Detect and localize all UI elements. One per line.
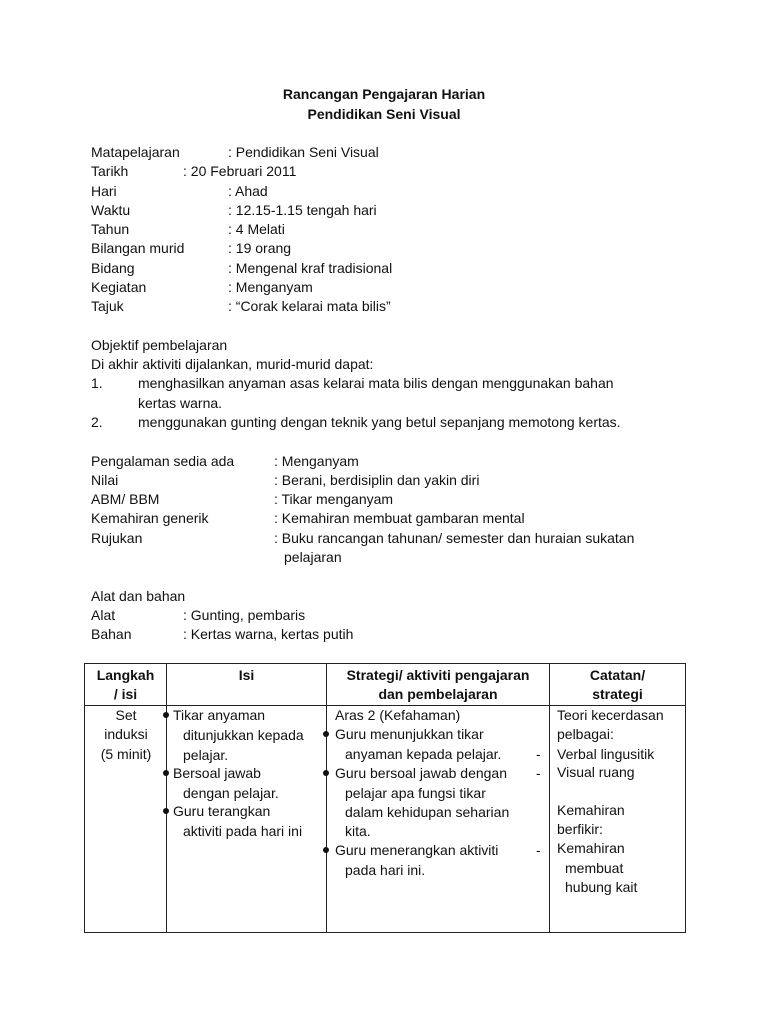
objective-text: kertas warna. <box>138 395 223 411</box>
catatan-text: hubung kait <box>565 878 638 895</box>
info-value: : Mengenal kraf tradisional <box>228 260 393 276</box>
bullet-icon <box>163 770 169 776</box>
materials-value: : Gunting, pembaris <box>183 607 306 623</box>
info-value: : Berani, berdisiplin dan yakin diri <box>274 472 480 488</box>
objective-number: 1. <box>91 375 103 391</box>
cell-catatan <box>550 705 686 932</box>
info-label: Waktu <box>91 202 131 218</box>
info-label: ABM/ BBM <box>91 491 160 507</box>
isi-text: Tikar anyaman <box>173 706 266 723</box>
info-label: Kemahiran generik <box>91 510 209 526</box>
materials-heading: Alat dan bahan <box>91 588 186 604</box>
bullet-icon <box>163 808 169 814</box>
catatan-text: Visual ruang <box>557 763 635 780</box>
catatan-text: berfikir: <box>557 820 603 837</box>
dash-mark: - <box>536 841 541 858</box>
info-value: : 12.15-1.15 tengah hari <box>228 202 377 218</box>
strategi-text: dalam kehidupan seharian <box>345 803 510 820</box>
table-row <box>85 705 686 932</box>
header-text: Strategi/ aktiviti pengajaran <box>346 667 530 683</box>
bullet-icon <box>323 847 329 853</box>
catatan-text: Teori kecerdasan <box>557 706 664 723</box>
info-label: Pengalaman sedia ada <box>91 453 235 469</box>
info-label: Nilai <box>91 472 119 488</box>
objective-intro: Di akhir aktiviti dijalankan, murid-murid dapat: <box>91 356 374 372</box>
info-value: : Pendidikan Seni Visual <box>228 144 379 160</box>
materials-label: Bahan <box>91 626 132 642</box>
strategi-text: anyaman kepada pelajar. <box>345 745 502 762</box>
isi-text: pelajar. <box>183 746 229 763</box>
header-text: strategi <box>592 686 643 703</box>
info-label: Bilangan murid <box>91 240 185 256</box>
bullet-icon <box>323 770 329 776</box>
dash-mark: - <box>536 764 541 781</box>
info-label: Tajuk <box>91 298 124 314</box>
langkah-text: induksi <box>104 725 148 742</box>
info-label: Tarikh <box>91 163 129 179</box>
cell-isi <box>167 705 327 932</box>
catatan-text: Kemahiran <box>557 839 625 856</box>
info-value: : Ahad <box>228 183 268 199</box>
strategi-text: Guru menunjukkan tikar <box>335 725 484 742</box>
header-text: Langkah <box>96 667 155 683</box>
table-header-row <box>85 664 686 706</box>
strategi-text: kita. <box>345 822 371 839</box>
strategi-aras: Aras 2 (Kefahaman) <box>335 706 461 723</box>
cell-strategi <box>327 705 550 932</box>
strategi-text: pelajar apa fungsi tikar <box>345 784 486 801</box>
header-isi <box>167 664 327 706</box>
catatan-text: Verbal lingusitik <box>557 745 655 762</box>
dash-mark: - <box>536 745 541 762</box>
info-label: Matapelajaran <box>91 144 180 160</box>
info-value: : 20 Februari 2011 <box>183 163 297 179</box>
materials-value: : Kertas warna, kertas putih <box>183 626 354 642</box>
lesson-steps-table <box>84 663 686 933</box>
objective-heading: Objektif pembelajaran <box>91 337 228 353</box>
header-catatan <box>550 664 686 706</box>
strategi-text: Guru menerangkan aktiviti <box>335 841 499 858</box>
info-value-continued: pelajaran <box>284 549 342 565</box>
bullet-icon <box>323 731 329 737</box>
objective-text: menggunakan gunting dengan teknik yang betul sepanjang memotong kertas. <box>138 414 621 430</box>
materials-label: Alat <box>91 607 116 623</box>
cell-langkah <box>85 705 167 932</box>
info-label: Hari <box>91 183 117 199</box>
info-value: : Tikar menganyam <box>274 491 394 507</box>
objective-text: menghasilkan anyaman asas kelarai mata bilis dengan menggunakan bahan <box>138 375 614 391</box>
isi-text: aktiviti pada hari ini <box>183 822 303 839</box>
header-text: Isi <box>238 667 255 683</box>
isi-text: dengan pelajar. <box>183 784 279 801</box>
header-langkah <box>85 664 167 706</box>
header-text: dan pembelajaran <box>378 686 498 703</box>
doc-subtitle: Pendidikan Seni Visual <box>307 106 461 122</box>
isi-text: Guru terangkan <box>173 802 271 819</box>
header-text: / isi <box>113 686 138 703</box>
isi-text: ditunjukkan kepada <box>183 726 304 743</box>
langkah-text: (5 minit) <box>100 745 152 762</box>
info-label: Kegiatan <box>91 279 147 295</box>
bullet-icon <box>163 712 169 718</box>
isi-text: Bersoal jawab <box>173 764 261 781</box>
info-value: : Menganyam <box>274 453 359 469</box>
strategi-text: pada hari ini. <box>345 861 426 878</box>
catatan-text: membuat <box>565 859 624 876</box>
info-label: Bidang <box>91 260 135 276</box>
objective-number: 2. <box>91 414 103 430</box>
doc-title: Rancangan Pengajaran Harian <box>282 86 486 102</box>
info-label: Rujukan <box>91 530 143 546</box>
catatan-text: Kemahiran <box>557 801 625 818</box>
info-value: : 4 Melati <box>228 221 285 237</box>
info-value: : 19 orang <box>228 240 292 256</box>
strategi-text: Guru bersoal jawab dengan <box>335 764 508 781</box>
info-value: : Buku rancangan tahunan/ semester dan huraian sukatan <box>274 530 635 546</box>
info-value: : Menganyam <box>228 279 313 295</box>
header-text: Catatan/ <box>589 667 646 683</box>
langkah-text: Set <box>115 706 137 723</box>
catatan-text: pelbagai: <box>557 725 614 742</box>
info-value: : “Corak kelarai mata bilis” <box>228 298 391 314</box>
info-label: Tahun <box>91 221 130 237</box>
header-strategi <box>327 664 550 706</box>
info-value: : Kemahiran membuat gambaran mental <box>274 510 525 526</box>
